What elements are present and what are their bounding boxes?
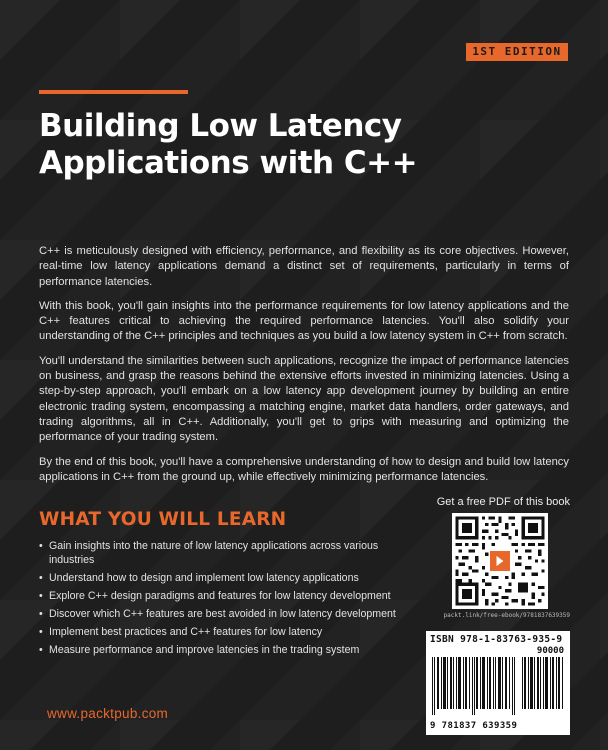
free-pdf-label: Get a free PDF of this book — [436, 496, 570, 508]
addon-barcode-icon — [522, 657, 564, 709]
description-paragraph: With this book, you'll gain insights into the performance requirements for low latency applications and the C++ features critical to achieving the required performance latencies. You'll also solidify your understanding of the C++ principles and techniques as you build a low latency system in C++ from scratch. — [39, 299, 569, 343]
learn-item: • Measure performance and improve latencies in the trading system — [39, 644, 409, 658]
title-accent-bar — [39, 90, 188, 94]
price-code: 90000 — [536, 646, 564, 656]
learn-heading: WHAT YOU WILL LEARN — [39, 509, 287, 530]
description-paragraph: You'll understand the similarities between such applications, recognize the impact of performance latencies on business, and grasp the reasons behind the extensive efforts invested in minimizing latencies. Using a step-by-step approach, you'll embark on a low latency app development journey by building an entire electronic trading system, encompassing a matching engine, market data handlers, order gateways, and trading algorithms, all in C++. Additionally, you'll get to grips with measuring and optimizing the performance of your trading system. — [39, 354, 569, 444]
qr-code[interactable] — [452, 513, 548, 609]
qr-code-icon — [452, 513, 548, 609]
learn-item: • Discover which C++ features are best avoided in low latency development — [39, 608, 409, 622]
learn-list — [39, 540, 409, 662]
learn-item: • Understand how to design and implement low latency applications — [39, 572, 409, 586]
edition-badge: 1ST EDITION — [466, 43, 568, 61]
qr-link[interactable]: packt.link/free-ebook/9781837639359 — [443, 612, 570, 619]
ean-number: 9 781837 639359 — [430, 721, 518, 731]
ean-barcode-icon — [432, 657, 516, 715]
barcode — [426, 631, 570, 735]
book-title — [39, 108, 579, 182]
website-link[interactable]: www.packtpub.com — [47, 706, 169, 721]
isbn-text: ISBN 978-1-83763-935-9 — [430, 634, 563, 645]
book-description — [39, 244, 569, 494]
learn-item: • Implement best practices and C++ features for low latency — [39, 626, 409, 640]
learn-item: • Gain insights into the nature of low latency applications across various industries — [39, 540, 409, 567]
title-line-2: Applications with C++ — [39, 145, 418, 181]
description-paragraph: By the end of this book, you'll have a comprehensive understanding of how to design and build low latency applications in C++ from the ground up, while effectively minimizing performance latencies. — [39, 455, 569, 483]
title-line-1: Building Low Latency — [39, 108, 402, 144]
learn-item: • Explore C++ design paradigms and features for low latency development — [39, 590, 409, 604]
description-paragraph: C++ is meticulously designed with efficiency, performance, and flexibility as its core objectives. However, real-time low latency applications demand a distinct set of requirements, particularly in terms of performance latencies. — [39, 245, 569, 288]
